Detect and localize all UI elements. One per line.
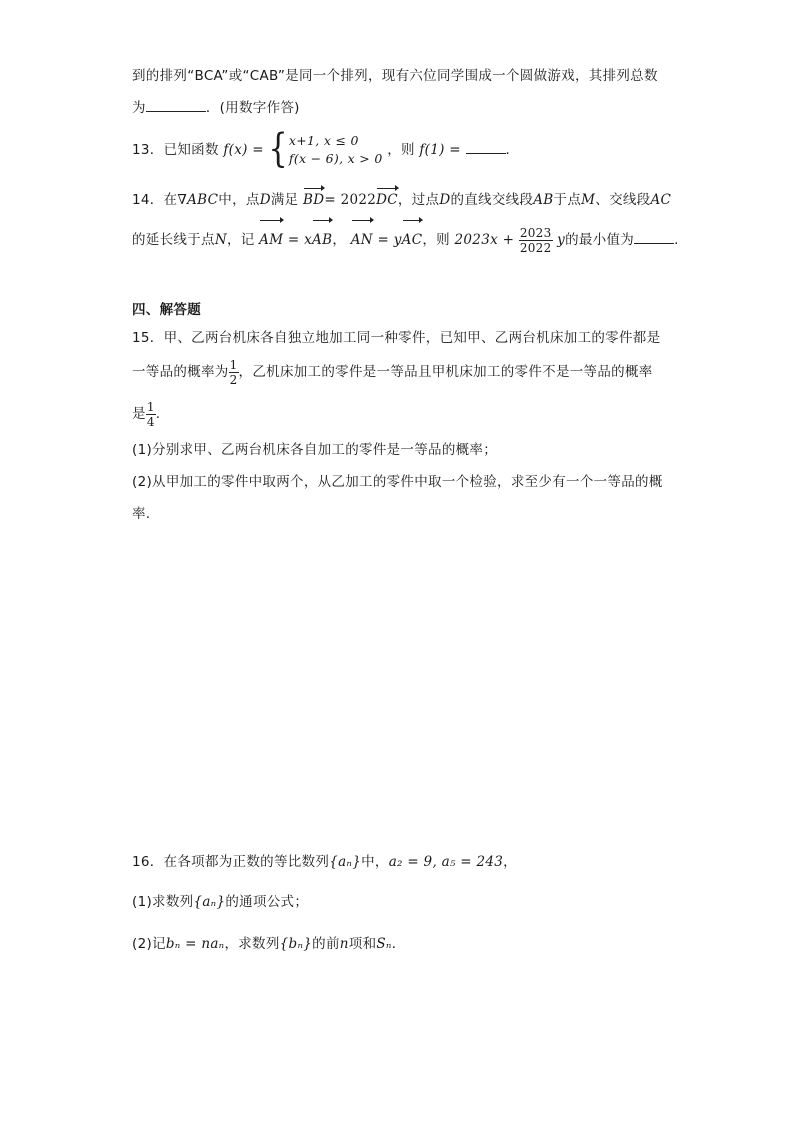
q15-text: ，乙机床加工的零件是一等品且甲机床加工的零件不是一等品的概率 <box>238 364 653 380</box>
vector-an: AN <box>351 222 373 258</box>
q14-text: 满足 <box>270 192 299 208</box>
q16-part2 <box>132 934 406 954</box>
vector-dc: DC <box>376 192 398 208</box>
q16-text: ，求数列 <box>224 936 280 952</box>
q15-text: . <box>155 406 161 422</box>
variable-n: n <box>339 936 349 952</box>
fraction-denominator: 2022 <box>519 240 552 255</box>
sequence-a: {aₙ} <box>193 894 226 910</box>
q13-label: 13．已知函数 <box>132 142 219 158</box>
question-16-line1 <box>132 852 517 872</box>
q16-text: 项和 <box>348 936 377 952</box>
case-1: x+1, x ≤ 0 <box>288 133 359 148</box>
q14-text: ，过点 <box>397 192 440 208</box>
q14-eqy: = y <box>377 232 402 248</box>
q13-end: ． <box>505 142 520 158</box>
q12-line1: 到的排列“BCA”或“CAB”是同一个排列，现有六位同学围成一个圆做游戏，其排列总数 <box>132 68 658 84</box>
q14-expr: y <box>557 232 566 248</box>
piecewise-cases <box>289 132 383 168</box>
q14-text: 中，点 <box>218 192 260 208</box>
q14-eq: = 2022 <box>324 192 377 208</box>
vector-bd: BD <box>303 192 325 208</box>
point-m: M <box>581 192 596 208</box>
sequence-b-def: bₙ = naₙ <box>165 936 225 952</box>
q16-text: 的前 <box>312 936 340 952</box>
q12-line2 <box>132 97 300 118</box>
q14-text: 的最小值为 <box>565 232 635 248</box>
q14-text: 的直线交线段 <box>450 192 534 208</box>
q16-text: ， <box>503 854 517 870</box>
point-n: N <box>214 232 227 248</box>
question-14-line1 <box>132 190 671 210</box>
fraction-one-half <box>229 358 239 387</box>
q15-line1: 15．甲、乙两台机床各自独立地加工同一种零件，已知甲、乙两台机床加工的零件都是 <box>132 330 661 346</box>
q15-part1: (1)分别求甲、乙两台机床各自加工的零件是一等品的概率； <box>132 442 498 458</box>
q15-text: 一等品的概率为 <box>132 364 229 380</box>
q14-label: 14．在 <box>132 192 178 208</box>
q14-text: 于点 <box>553 192 582 208</box>
sequence-a: {aₙ} <box>329 854 362 870</box>
q16-text: 16．在各项都为正数的等比数列 <box>132 854 330 870</box>
q14-eqx: = x <box>287 232 313 248</box>
q12-text: 为 <box>132 100 146 116</box>
q16-text: 的通项公式； <box>225 894 309 910</box>
answer-blank <box>466 139 506 154</box>
q12-note: ．(用数字作答) <box>205 100 300 116</box>
question-13 <box>132 126 520 173</box>
q14-expr: 2023x + <box>454 232 515 248</box>
q15-part2-line1: (2)从甲加工的零件中取两个，从乙加工的零件中取一个检验，求至少有一个一等品的概 <box>132 474 663 490</box>
q13-ask: f(1) = <box>419 142 461 158</box>
q16-text: ． <box>391 936 406 952</box>
point-d: D <box>439 192 451 208</box>
q16-text: (2)记 <box>132 936 166 952</box>
q15-line3 <box>132 398 160 430</box>
q14-comma: ， <box>332 232 347 248</box>
answer-blank <box>146 97 206 112</box>
answer-blank <box>634 229 674 244</box>
fraction-numerator: 2023 <box>519 225 552 240</box>
segment-ac: AC <box>650 192 672 208</box>
q14-text: 的延长线于点 <box>132 232 215 248</box>
q16-text: 中， <box>361 854 389 870</box>
triangle: ∇ABC <box>177 192 219 208</box>
question-14-line2: 的延长线于点N，记 AM = xAB， AN = yAC，则 2023x + $\frac{2023}{2022}$ y的最小值为 . <box>132 222 679 258</box>
fraction-numerator: 1 <box>146 399 155 414</box>
fraction-2023-2022 <box>519 226 553 255</box>
q15-line2 <box>132 356 653 388</box>
fraction-denominator: 4 <box>146 414 155 429</box>
vector-ab: AB <box>312 222 332 258</box>
q14-text: 、交线段 <box>595 192 651 208</box>
fraction-denominator: 2 <box>229 372 238 387</box>
q16-part1 <box>132 892 308 912</box>
q13-function: f(x) = <box>223 142 264 158</box>
sequence-b: {bₙ} <box>279 936 313 952</box>
point-d: D <box>259 192 271 208</box>
q16-condition: a₂ = 9, a₅ = 243 <box>388 854 504 870</box>
section-heading: 四、解答题 <box>132 302 201 318</box>
case-2: f(x − 6), x > 0 <box>288 151 383 166</box>
q15-text: 是 <box>132 406 146 422</box>
segment-ab: AB <box>533 192 554 208</box>
q16-text: (1)求数列 <box>132 894 194 910</box>
q13-then: ，则 <box>387 142 415 158</box>
q15-part2-line2: 率. <box>132 506 151 522</box>
vector-ac: AC <box>402 222 423 258</box>
q14-text: ，记 <box>226 232 255 248</box>
fraction-one-quarter <box>146 400 156 429</box>
fraction-numerator: 1 <box>229 357 238 372</box>
sum-sn: Sₙ <box>376 936 392 952</box>
brace-icon: { <box>268 126 288 173</box>
vector-am: AM <box>259 222 283 258</box>
q14-text: ，则 <box>422 232 450 248</box>
